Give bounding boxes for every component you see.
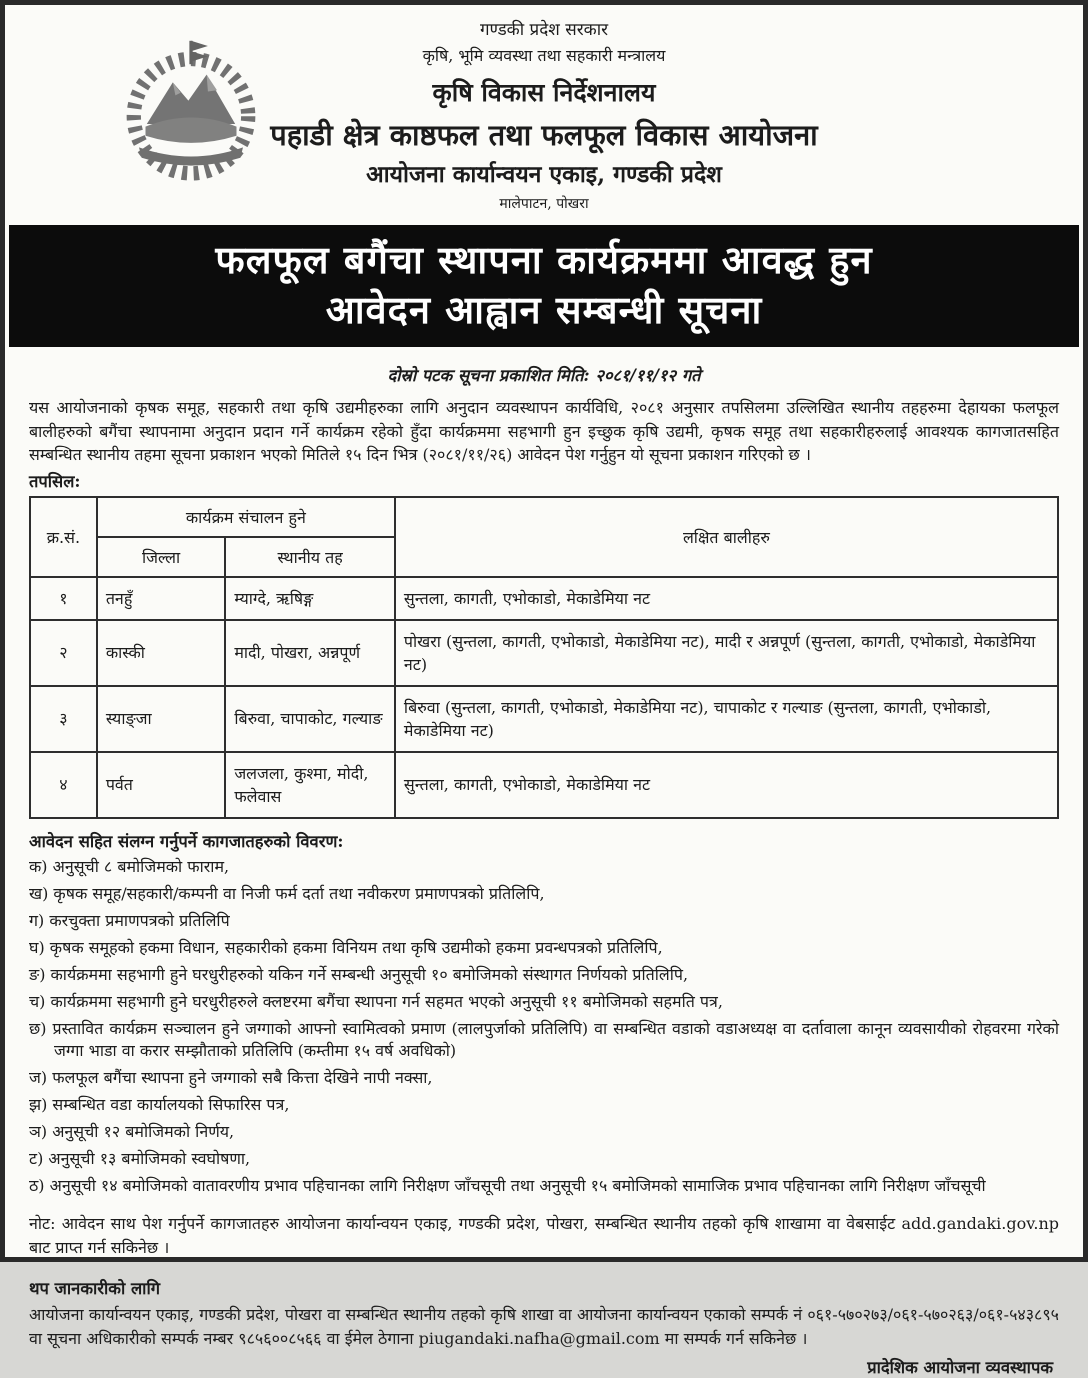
signature-title: प्रादेशिक आयोजना व्यवस्थापक — [867, 1357, 1053, 1377]
document-item: ग) करचुक्ता प्रमाणपत्रको प्रतिलिपि — [29, 910, 230, 930]
table-row — [30, 686, 1058, 752]
document-item: च) कार्यक्रममा सहभागी हुने घरधुरीहरुले क्लष्टरमा बगैंचा स्थापना गर्न सहमत भएको अनुसूची ११ बमोजिमको सहमति पत्र, — [29, 991, 723, 1011]
header-location: मालेपाटन, पोखरा — [499, 196, 589, 212]
document-item: ञ) अनुसूची १२ बमोजिमको निर्णय, — [29, 1122, 235, 1141]
header-directorate-name: कृषि विकास निर्देशनालय — [432, 78, 656, 107]
document-item: ख) कृषक समूह/सहकारी/कम्पनी वा निजी फर्म दर्ता तथा नवीकरण प्रमाणपत्रको प्रतिलिपि, — [29, 883, 545, 903]
notice-title-banner — [9, 225, 1079, 347]
tapasil-label: तपसिल: — [29, 471, 81, 491]
document-item: ट) अनुसूची १३ बमोजिमको स्वघोषणा, — [29, 1149, 251, 1168]
header-ministry-name: कृषि, भूमि व्यवस्था तथा सहकारी मन्त्रालय — [422, 46, 666, 65]
province-emblem-icon — [113, 33, 269, 189]
document-item: ज) फलफूल बगैंचा स्थापना हुने जग्गाको सबै कित्ता देखिने नापी नक्सा, — [29, 1068, 433, 1087]
header-implementation-unit: आयोजना कार्यान्वयन एकाइ, गण्डकी प्रदेश — [366, 161, 722, 188]
table-header-local-level: स्थानीय तह — [225, 537, 395, 577]
document-item: झ) सम्बन्धित वडा कार्यालयको सिफारिस पत्र, — [29, 1095, 290, 1114]
table-header-sn: क्र.सं. — [30, 497, 97, 577]
note-paragraph: नोट: आवेदन साथ पेश गर्नुपर्ने कागजातहरु आयोजना कार्यान्वयन एकाइ, गण्डकी प्रदेश, पोखरा, सम्बन्धित स्थानीय तहको कृषि शाखामा वा वेबसाईट add.gandaki.gov.np बाट प्राप्त गर्न सकिनेछ । — [29, 1213, 1059, 1257]
document-item: छ) प्रस्तावित कार्यक्रम सञ्चालन हुने जग्गाको आफ्नो स्वामित्वको प्रमाण (लालपुर्जाको प्रतिलिपि) वा सम्बन्धित वडाको वडाअध्यक्ष वा दर्तावाला कानून व्यवसायीको रोहवरमा गरेको जग्गा भाडा वा करार सम्झौताको प्रतिलिपि (कम्तीमा १५ वर्ष अवधिको) — [29, 1018, 1059, 1060]
table-header-program-operation: कार्यक्रम संचालन हुने — [97, 497, 395, 537]
row-local-levels: मादी, पोखरा, अन्नपूर्ण — [225, 620, 395, 686]
document-item: ठ) अनुसूची १४ बमोजिमको वातावरणीय प्रभाव पहिचानका लागि निरीक्षण जाँचसूची तथा अनुसूची १५ बमोजिमको सामाजिक प्रभाव पहिचानका लागि निरीक्षण जाँचसूची — [29, 1176, 986, 1195]
letterhead — [5, 5, 1083, 219]
publish-date-line: दोस्रो पटक सूचना प्रकाशित मिति: २०८१/११/१२ गते — [387, 366, 701, 385]
program-table — [29, 496, 1059, 819]
notice-title-line-2: आवेदन आह्वान सम्बन्धी सूचना — [325, 287, 763, 332]
notice-content — [5, 347, 1083, 1378]
document-list — [29, 856, 1059, 1198]
row-target-crops: सुन्तला, कागती, एभोकाडो, मेकाडेमिया नट — [395, 577, 1058, 620]
table-header-district: जिल्ला — [97, 537, 226, 577]
document-item: क) अनुसूची ८ बमोजिमको फाराम, — [29, 856, 230, 876]
table-header-target-crops: लक्षित बालीहरु — [395, 497, 1058, 577]
document-item: घ) कृषक समूहको हकमा विधान, सहकारीको हकमा विनियम तथा कृषि उद्यमीको हकमा प्रवन्धपत्रको प्रतिलिपि, — [29, 937, 663, 957]
documents-heading: आवेदन सहित संलग्न गर्नुपर्ने कागजातहरुको विवरण: — [29, 831, 344, 851]
document-item: ङ) कार्यक्रममा सहभागी हुने घरधुरीहरुको यकिन गर्ने सम्बन्धी अनुसूची १० बमोजिमको संस्थागत निर्णयको प्रतिलिपि, — [29, 964, 689, 984]
row-district: पर्वत — [97, 752, 226, 818]
row-target-crops: सुन्तला, कागती, एभोकाडो, मेकाडेमिया नट — [395, 752, 1058, 818]
row-local-levels: बिरुवा, चापाकोट, गल्याङ — [225, 686, 395, 752]
row-sn: ३ — [30, 686, 97, 752]
row-target-crops: बिरुवा (सुन्तला, कागती, एभोकाडो, मेकाडेमिया नट), चापाकोट र गल्याङ (सुन्तला, कागती, एभोकाडो, मेकाडेमिया नट) — [395, 686, 1058, 752]
row-sn: १ — [30, 577, 97, 620]
row-district: तनहुँ — [97, 577, 226, 620]
row-local-levels: म्याग्दे, ऋषिङ्ग — [225, 577, 395, 620]
header-government-name: गण्डकी प्रदेश सरकार — [479, 20, 609, 40]
table-row — [30, 577, 1058, 620]
table-row — [30, 752, 1058, 818]
row-target-crops: पोखरा (सुन्तला, कागती, एभोकाडो, मेकाडेमिया नट), मादी र अन्नपूर्ण (सुन्तला, कागती, एभोकाडो, मेकाडेमिया नट) — [395, 620, 1058, 686]
table-header-row-1 — [30, 497, 1058, 537]
row-local-levels: जलजला, कुश्मा, मोदी, फलेवास — [225, 752, 395, 818]
row-sn: ४ — [30, 752, 97, 818]
row-district: कास्की — [97, 620, 226, 686]
notice-body-paragraph: यस आयोजनाको कृषक समूह, सहकारी तथा कृषि उद्यमीहरुका लागि अनुदान व्यवस्थापन कार्यविधि, २०८१ अनुसार तपसिलमा उल्लिखित स्थानीय तहहरुमा देहायका फलफूल बालीहरुको बगैंचा स्थापनामा अनुदान प्रदान गर्ने कार्यक्रम रहेको हुँदा कार्यक्रममा सहभागी हुन इच्छुक कृषि उद्यमी, कृषक समूह तथा सहकारीहरुलाई आवश्यक कागजातसहित सम्बन्धित स्थानीय तहमा सूचना प्रकाशन भएको मितिले १५ दिन भित्र (२०८१/११/२६) आवेदन पेश गर्नुहुन यो सूचना प्रकाशन गरिएको छ । — [29, 398, 1059, 464]
header-project-name: पहाडी क्षेत्र काष्ठफल तथा फलफूल विकास आयोजना — [270, 118, 818, 152]
contact-paragraph: आयोजना कार्यान्वयन एकाइ, गण्डकी प्रदेश, पोखरा वा सम्बन्धित स्थानीय तहको कृषि शाखा वा आयोजना कार्यान्वयन एकाको सम्पर्क नं ०६१-५७०२७३/०६१-५७०२६३/०६१-५४३८९५ वा सूचना अधिकारीको सम्पर्क नम्बर ९८५६००८५६६ वा ईमेल ठेगाना piugandaki.nafha@gmail.com मा सम्पर्क गर्न सकिनेछ । — [29, 1304, 1059, 1348]
notice-title-line-1: फलफूल बगैंचा स्थापना कार्यक्रममा आवद्ध हुन — [215, 237, 873, 282]
table-row — [30, 620, 1058, 686]
row-sn: २ — [30, 620, 97, 686]
row-district: स्याङ्जा — [97, 686, 226, 752]
more-info-heading: थप जानकारीको लागि — [29, 1278, 161, 1298]
